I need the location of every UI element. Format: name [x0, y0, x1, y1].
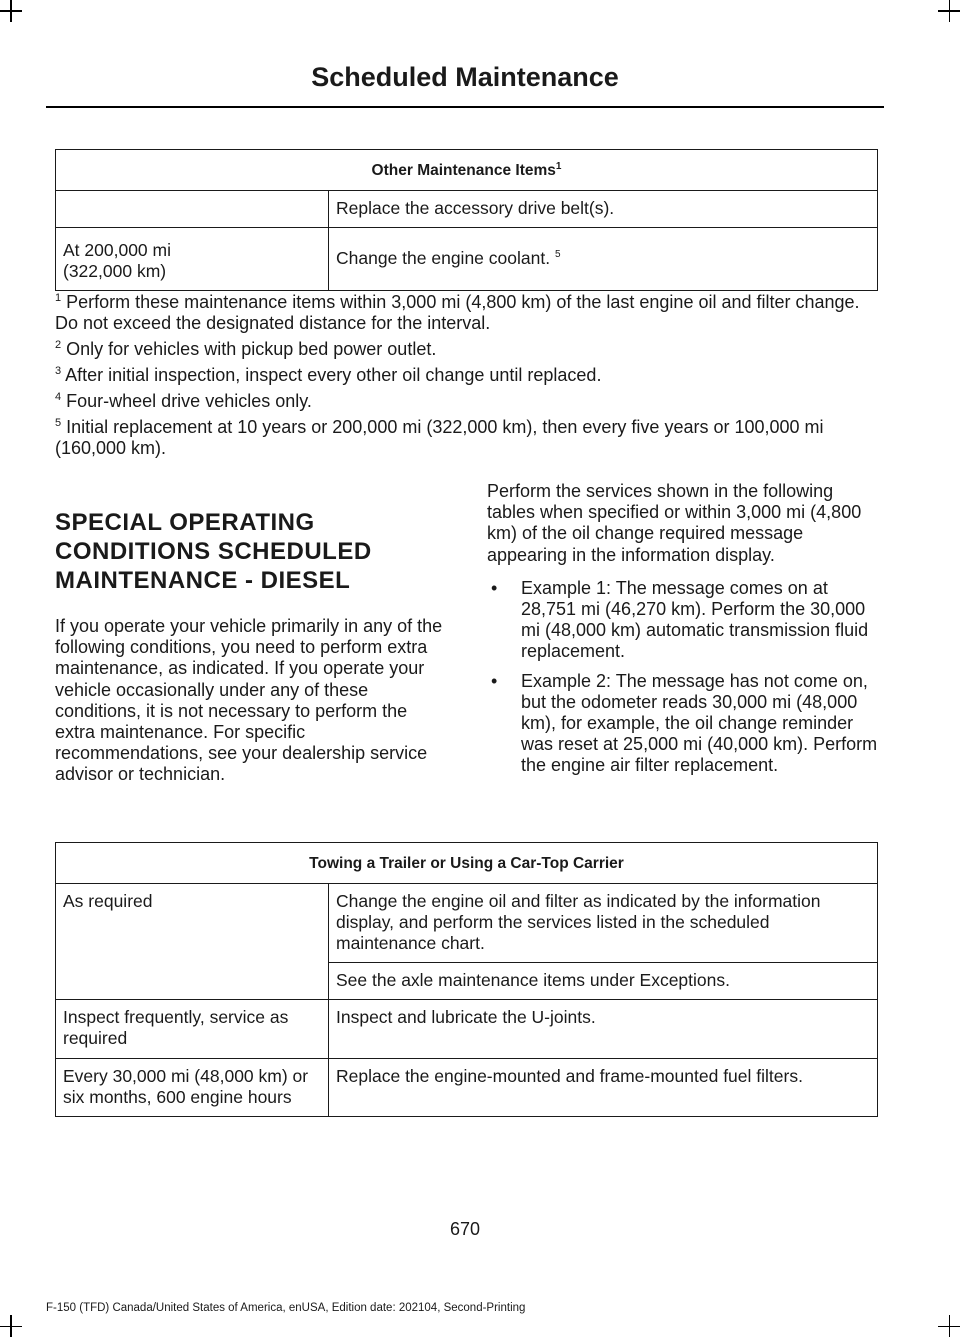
- page-title: Scheduled Maintenance: [311, 62, 619, 92]
- footnote: [55, 365, 885, 386]
- left-column: [55, 508, 450, 786]
- footnote: [55, 339, 885, 360]
- intro-paragraph: If you operate your vehicle primarily in any of the following conditions, you need to perform extra maintenance, as indicated. If you operate your vehicle occasionally under any of these conditions, it is not necessary to perform the extra maintenance. For specific recommendations, see your dealership service advisor or technician.: [55, 616, 443, 785]
- action-cell: Change the engine oil and filter as indicated by the information display, and perform the services listed in the scheduled maintenance chart.: [329, 884, 878, 963]
- footnote-ref: 1: [555, 160, 562, 172]
- footnote-ref: 5: [554, 249, 561, 261]
- footnote-number: 3: [55, 365, 62, 377]
- action-text: Change the engine coolant.: [336, 248, 551, 268]
- interval-cell: [56, 228, 329, 291]
- instruction-paragraph: Perform the services shown in the following tables when specified or within 3,000 mi (4,800 km) of the oil change required message appearing in the information display.: [487, 481, 862, 565]
- list-item-text: Example 1: The message comes on at 28,751 mi (46,270 km). Perform the 30,000 mi (48,000 km) automatic transmission fluid replacement.: [521, 577, 869, 662]
- right-column: [487, 481, 882, 785]
- action-cell: [329, 191, 878, 228]
- table-row: [56, 1059, 878, 1117]
- action-cell: Replace the engine-mounted and frame-mounted fuel filters.: [329, 1059, 878, 1117]
- footnote-text: Perform these maintenance items within 3,000 mi (4,800 km) of the last engine oil and filter change. Do not exceed the designated distance for the interval.: [55, 292, 860, 333]
- list-item: [487, 671, 882, 777]
- footnote-text: After initial inspection, inspect every other oil change until replaced.: [65, 365, 602, 385]
- footnote: [55, 292, 885, 334]
- section-heading: SPECIAL OPERATING CONDITIONS SCHEDULED MAINTENANCE - DIESEL: [55, 509, 372, 594]
- footnote-text: Four-wheel drive vehicles only.: [66, 391, 312, 411]
- table-row: [56, 191, 878, 228]
- interval-cell: [56, 191, 329, 228]
- table-header-row: [56, 843, 878, 884]
- footnote-number: 2: [55, 339, 62, 351]
- example-list: [487, 578, 882, 777]
- table-row: [56, 884, 878, 963]
- edition-footer: F-150 (TFD) Canada/United States of America, enUSA, Edition date: 202104, Second-Printing: [46, 1302, 526, 1314]
- table-header: Towing a Trailer or Using a Car-Top Carrier: [56, 843, 878, 884]
- bullet-icon: •: [491, 577, 498, 598]
- footnote-number: 1: [55, 292, 62, 304]
- interval-cell: As required: [56, 884, 329, 1000]
- bullet-icon: •: [491, 670, 498, 691]
- footnote-number: 5: [55, 417, 62, 429]
- action-cell: Inspect and lubricate the U-joints.: [329, 1000, 878, 1059]
- footnote: [55, 417, 885, 459]
- list-item-text: Example 2: The message has not come on, but the odometer reads 30,000 mi (48,000 km), for example, the oil change reminder was reset at 25,000 mi (40,000 km). Perform the engine air filter replacement.: [521, 670, 878, 776]
- other-maintenance-table: [55, 149, 878, 291]
- footnote: [55, 391, 885, 412]
- interval-cell: Every 30,000 mi (48,000 km) or six months, 600 engine hours: [56, 1059, 329, 1117]
- crop-mark: [938, 1326, 960, 1328]
- table-row: [56, 1000, 878, 1059]
- crop-mark: [0, 1326, 22, 1328]
- action-text: Replace the accessory drive belt(s).: [336, 198, 615, 218]
- crop-mark: [0, 10, 22, 12]
- table-header-label: Other Maintenance Items: [371, 162, 556, 179]
- title-divider: [46, 106, 884, 108]
- towing-table: [55, 842, 878, 1117]
- table-header: [56, 150, 878, 191]
- crop-mark: [938, 10, 960, 12]
- interval-text: At 200,000 mi (322,000 km): [63, 240, 171, 281]
- list-item: [487, 578, 882, 663]
- table-row: [56, 228, 878, 291]
- footnote-number: 4: [55, 391, 62, 403]
- interval-cell: Inspect frequently, service as required: [56, 1000, 329, 1059]
- action-cell: See the axle maintenance items under Exceptions.: [329, 963, 878, 1000]
- footnotes: [55, 292, 885, 464]
- table-header-row: [56, 150, 878, 191]
- footnote-text: Initial replacement at 10 years or 200,000 mi (322,000 km), then every five years or 100,000 mi (160,000 km).: [55, 417, 824, 458]
- action-cell: [329, 228, 878, 291]
- footnote-text: Only for vehicles with pickup bed power outlet.: [66, 339, 437, 359]
- page-number: 670: [449, 1219, 481, 1239]
